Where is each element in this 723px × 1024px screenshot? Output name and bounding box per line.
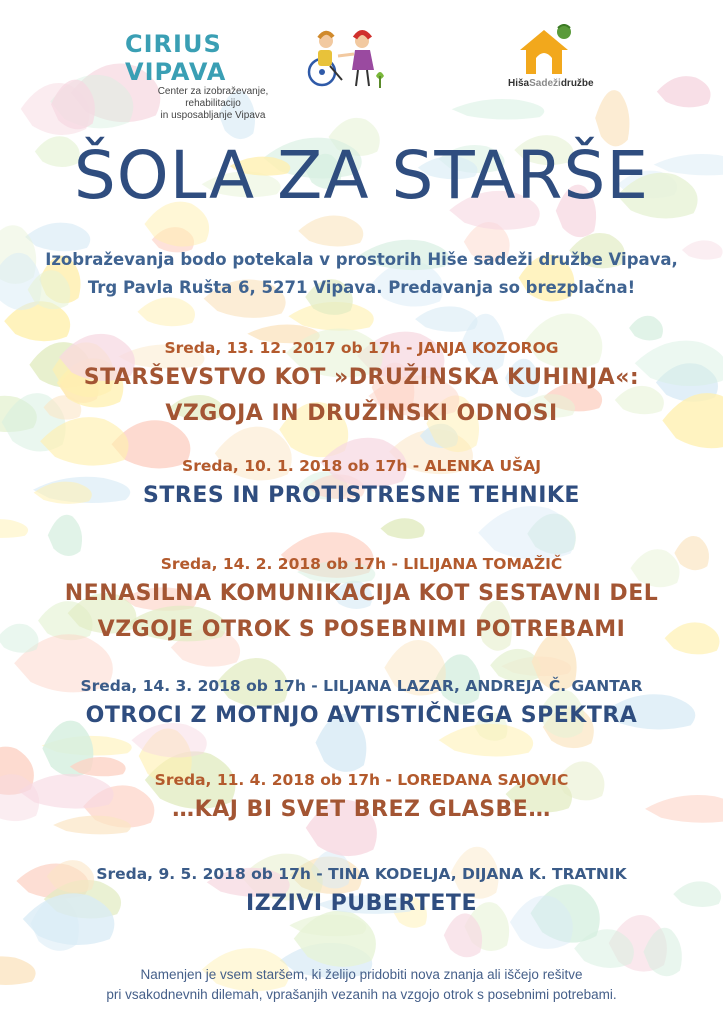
- event-5: [0, 768, 723, 862]
- footer-line-1: Namenjen je vsem staršem, ki želijo pridobiti nova znanja ali iščejo rešitve: [140, 967, 583, 982]
- intro-text: [10, 246, 713, 302]
- event-3-title-line-2: VZGOJE OTROK S POSEBNIMI POTREBAMI: [97, 617, 626, 642]
- hisa-sadezi-druzbe-logo: [508, 24, 598, 94]
- hisa-word-2: Sadeži: [529, 78, 561, 89]
- event-4-date-speaker: Sreda, 14. 3. 2018 ob 17h - LILJANA LAZAR, ANDREJA Č. GANTAR: [80, 677, 643, 695]
- footer-note: [10, 965, 713, 1005]
- page-title: ŠOLA ZA STARŠE: [73, 137, 650, 214]
- event-2-date-speaker: Sreda, 10. 1. 2018 ob 17h - ALENKA UŠAJ: [182, 457, 541, 475]
- event-3-date-speaker: Sreda, 14. 2. 2018 ob 17h - LILIJANA TOMAŽIČ: [160, 555, 563, 573]
- cirius-subtitle-2: in usposabljanje Vipava: [160, 110, 266, 121]
- event-5-title: …KAJ BI SVET BREZ GLASBE…: [172, 797, 551, 822]
- event-5-date-speaker: Sreda, 11. 4. 2018 ob 17h - LOREDANA SAJOVIC: [154, 771, 569, 789]
- event-1-date-speaker: Sreda, 13. 12. 2017 ob 17h - JANJA KOZOROG: [164, 339, 559, 357]
- event-6-date-speaker: Sreda, 9. 5. 2018 ob 17h - TINA KODELJA, DIJANA K. TRATNIK: [96, 865, 627, 883]
- hisa-word-1: Hiša: [508, 78, 530, 89]
- intro-line-2: Trg Pavla Rušta 6, 5271 Vipava. Predavanja so brezplačna!: [87, 278, 636, 297]
- cirius-subtitle-1: Center za izobraževanje, rehabilitacijo: [157, 86, 269, 109]
- lecture-schedule: [0, 336, 723, 942]
- children-illustration: [300, 26, 392, 90]
- event-3-title-line-1: NENASILNA KOMUNIKACIJA KOT SESTAVNI DEL: [64, 581, 659, 606]
- footer-line-2: pri vsakodnevnih dilemah, vprašanjih vezanih na vzgojo otrok s posebnimi potrebami.: [106, 987, 617, 1002]
- event-1: [0, 336, 723, 454]
- hisa-word-3: družbe: [560, 78, 594, 89]
- event-4-title: OTROCI Z MOTNJO AVTISTIČNEGA SPEKTRA: [85, 703, 638, 728]
- event-2-title: STRES IN PROTISTRESNE TEHNIKE: [143, 483, 580, 508]
- event-3: [0, 552, 723, 674]
- event-2: [0, 454, 723, 552]
- event-6: [0, 862, 723, 942]
- intro-line-1: Izobraževanja bodo potekala v prostorih Hiše sadeži družbe Vipava,: [45, 250, 678, 269]
- event-6-title: IZZIVI PUBERTETE: [246, 891, 477, 916]
- event-1-title-line-1: STARŠEVSTVO KOT »DRUŽINSKA KUHINJA«:: [83, 365, 640, 390]
- event-4: [0, 674, 723, 768]
- cirius-vipava-logo: [125, 30, 295, 122]
- hisa-wordmark: [508, 78, 608, 89]
- event-1-title-line-2: VZGOJA IN DRUŽINSKI ODNOSI: [165, 401, 558, 426]
- cirius-name: CIRIUS VIPAVA: [125, 30, 227, 86]
- house-icon: [514, 24, 574, 76]
